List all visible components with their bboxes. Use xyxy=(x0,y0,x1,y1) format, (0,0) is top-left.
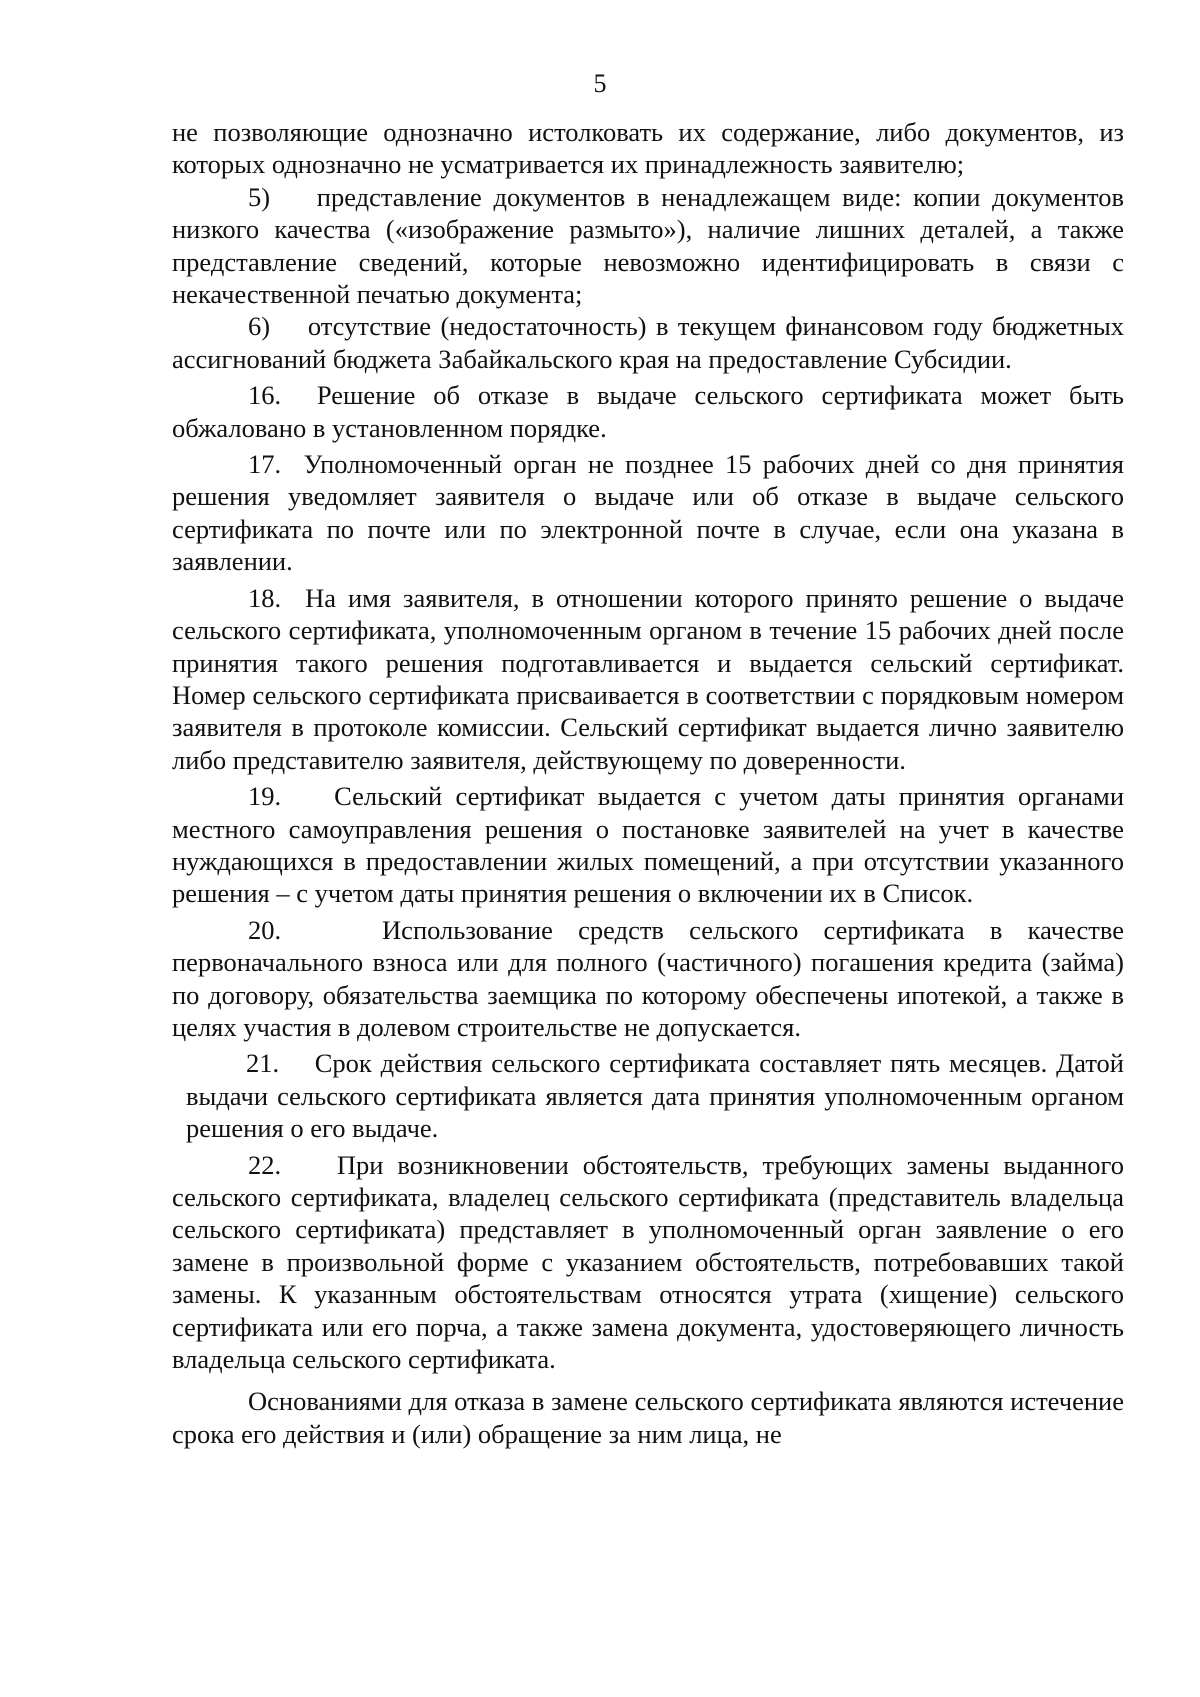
page-number: 5 xyxy=(593,69,607,98)
paragraph-clause-20: 20. Использование средств сельского сертификата в качестве первоначального взноса или для полного (частичного) погашения кредита (займа) по договору, обязательства заемщика по которому обеспечены ипотекой, а также в целях участия в долевом строительстве не допускается. xyxy=(172,914,1124,1042)
paragraph-clause-22: 22. При возникновении обстоятельств, требующих замены выданного сельского сертификата, владелец сельского сертификата (представитель владельца сельского сертификата) представляет в уполномоченный орган заявление о его замене в произвольной форме с указанием обстоятельств, потребовавших такой замены. К указанным обстоятельствам относятся утрата (хищение) сельского сертификата или его порча, а также замена документа, удостоверяющего личность владельца сельского сертификата. xyxy=(172,1149,1124,1375)
document-body xyxy=(172,116,1124,1450)
paragraph-continuation: не позволяющие однозначно истолковать их содержание, либо документов, из которых однозначно не усматривается их принадлежность заявителю; xyxy=(172,117,1124,180)
paragraph-clause-16: 16. Решение об отказе в выдаче сельского сертификата может быть обжаловано в установленном порядке. xyxy=(172,380,1124,443)
paragraph-item-5: 5) представление документов в ненадлежащем виде: копии документов низкого качества («изображение размыто»), наличие лишних деталей, а также представление сведений, которые невозможно идентифицировать в связи с некачественной печатью документа; xyxy=(172,181,1124,310)
paragraph-clause-21: 21. Срок действия сельского сертификата составляет пять месяцев. Датой выдачи сельского сертификата является дата принятия уполномоченным органом решения о его выдаче. xyxy=(186,1048,1124,1144)
paragraph-clause-19: 19. Сельский сертификат выдается с учетом даты принятия органами местного самоуправления решения о постановке заявителей на учет в качестве нуждающихся в предоставлении жилых помещений, а при отсутствии указанного решения – с учетом даты принятия решения о включении их в Список. xyxy=(172,781,1124,909)
paragraph-item-6: 6) отсутствие (недостаточность) в текущем финансовом году бюджетных ассигнований бюджета Забайкальского края на предоставление Субсидии. xyxy=(172,311,1124,374)
paragraph-refusal-grounds: Основаниями для отказа в замене сельского сертификата являются истечение срока его действия и (или) обращение за ним лица, не xyxy=(172,1386,1124,1449)
paragraph-clause-18: 18. На имя заявителя, в отношении которого принято решение о выдаче сельского сертификата, уполномоченным органом в течение 15 рабочих дней после принятия такого решения подготавливается и выдается сельский сертификат. Номер сельского сертификата присваивается в соответствии с порядковым номером заявителя в протоколе комиссии. Сельский сертификат выдается лично заявителю либо представителю заявителя, действующему по доверенности. xyxy=(172,582,1124,775)
paragraph-clause-17: 17. Уполномоченный орган не позднее 15 рабочих дней со дня принятия решения уведомляет заявителя о выдаче или об отказе в выдаче сельского сертификата по почте или по электронной почте в случае, если она указана в заявлении. xyxy=(172,449,1124,577)
